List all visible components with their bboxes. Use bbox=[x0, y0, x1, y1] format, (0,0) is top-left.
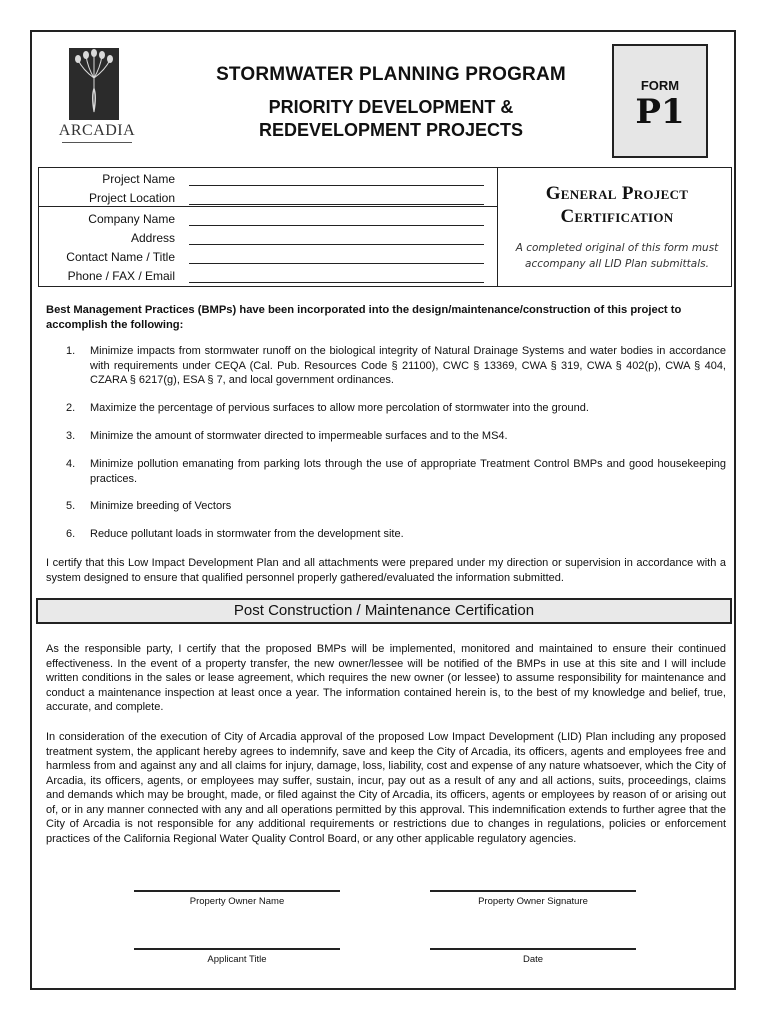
certification-title bbox=[505, 182, 729, 228]
field-company-name bbox=[39, 210, 497, 229]
post-construction-heading: Post Construction / Maintenance Certification bbox=[36, 598, 732, 624]
signature-label: Property Owner Name bbox=[189, 896, 285, 907]
logo-rule bbox=[62, 142, 132, 143]
list-item-text: Reduce pollutant loads in stormwater from the development site. bbox=[90, 528, 404, 540]
project-name-field[interactable] bbox=[189, 185, 484, 186]
form-label: FORM bbox=[640, 78, 680, 93]
subtitle-line-1: PRIORITY DEVELOPMENT & bbox=[268, 97, 514, 117]
certification-note-line-2: accompany all LID Plan submittals. bbox=[525, 258, 709, 270]
list-item-number: 1. bbox=[66, 345, 76, 357]
signature-line bbox=[430, 948, 636, 950]
certification-title-line-2: Certification bbox=[560, 206, 674, 227]
field-project-location bbox=[39, 189, 497, 208]
field-phone-fax-email bbox=[39, 267, 497, 286]
page-title: STORMWATER PLANNING PROGRAM bbox=[216, 64, 566, 85]
list-item-text: Minimize breeding of Vectors bbox=[90, 500, 232, 512]
company-name-field[interactable] bbox=[189, 225, 484, 226]
list-item-number: 5. bbox=[66, 500, 76, 512]
certification-note bbox=[505, 240, 729, 272]
property-owner-name-signature-line[interactable] bbox=[134, 890, 340, 907]
arcadia-logo bbox=[58, 48, 136, 146]
list-item-number: 3. bbox=[66, 430, 76, 442]
page-subtitle bbox=[176, 96, 606, 142]
address-field[interactable] bbox=[189, 244, 484, 245]
list-item-number: 6. bbox=[66, 528, 76, 540]
field-label: Company Name bbox=[88, 212, 175, 226]
date-signature-line[interactable] bbox=[430, 948, 636, 965]
responsible-party-paragraph: As the responsible party, I certify that the proposed BMPs will be implemented, monitored and maintained to ensure their continued effectiveness. In the event of a property transfer, the new owner/lessee will be notified of the BMPs in use at this site and I will include written conditions in the sales or lease agreement, which requires the new owner (or lessee) to assume responsibility for maintenance and conduct a maintenance inspection at least once a year. The information contained herein is, to the best of my knowledge and belief, true, accurate, and complete. bbox=[46, 643, 726, 713]
project-info-box bbox=[38, 167, 732, 287]
certification-note-line-1: A completed original of this form must bbox=[515, 242, 719, 254]
form-badge bbox=[612, 44, 708, 158]
contact-name-field[interactable] bbox=[189, 263, 484, 264]
indemnification-paragraph: In consideration of the execution of City of Arcadia approval of the proposed Low Impact Development (LID) Plan including any proposed treatment system, the applicant hereby agrees to indemnify, save and keep the City of Arcadia, its officers, agents and employees free and harmless from and against any and all claims for injury, damage, loss, liability, cost and expense of any nature whatsoever, which the City of Arcadia, its officers, agents, or employees may suffer, sustain, incur, pay out as a result of any and all actions, suits, proceedings, claims and demands which may be brought, made, or filed against the City of Arcadia, its officers, agents or employees by reason of or arising out of, or in any manner connected with any and all operations permitted by this approval. This indemnification extends to further agree that the City of Arcadia is not responsible for any additional requirements or restrictions due to changes in regulations, policies or enforcement practices of the California Regional Water Quality Control Board, or any other applicable regulatory agencies. bbox=[46, 731, 726, 845]
logo-wordmark: ARCADIA bbox=[58, 122, 136, 139]
list-item-text: Minimize impacts from stormwater runoff on the biological integrity of Natural Drainage Systems and water bodies in accordance with requirements under CEQA (Cal. Pub. Resources Code § 21100), CWC § 13369, CWA § 319, CWA § 402(p), CWA § 404, CZARA § 6217(g), ESA § 7, and local government ordinances. bbox=[90, 345, 726, 386]
list-item-text: Maximize the percentage of pervious surfaces to allow more percolation of stormwater into the ground. bbox=[90, 402, 589, 414]
arcadia-emblem-icon bbox=[69, 48, 119, 120]
property-owner-signature-line[interactable] bbox=[430, 890, 636, 907]
signature-label: Property Owner Signature bbox=[478, 896, 588, 907]
field-contact-name bbox=[39, 248, 497, 267]
field-project-name bbox=[39, 170, 497, 189]
list-item-text: Minimize pollution emanating from parking lots through the use of appropriate Treatment Control BMPs and good housekeeping practices. bbox=[90, 458, 726, 485]
field-label: Contact Name / Title bbox=[66, 250, 175, 264]
list-item-number: 4. bbox=[66, 458, 76, 470]
signature-line bbox=[430, 890, 636, 892]
subtitle-line-2: REDEVELOPMENT PROJECTS bbox=[258, 120, 524, 140]
field-label: Project Name bbox=[102, 172, 175, 186]
info-divider-vertical bbox=[497, 168, 498, 286]
bmp-intro: Best Management Practices (BMPs) have been incorporated into the design/maintenance/construction of this project to accomplish the following: bbox=[46, 304, 682, 331]
plan-certify-statement: I certify that this Low Impact Development Plan and all attachments were prepared under my direction or supervision in accordance with a system designed to ensure that qualified personnel properly gathered/evaluated the information submitted. bbox=[46, 557, 726, 584]
field-label: Project Location bbox=[88, 191, 175, 205]
field-address bbox=[39, 229, 497, 248]
phone-fax-email-field[interactable] bbox=[189, 282, 484, 283]
applicant-title-signature-line[interactable] bbox=[134, 948, 340, 965]
form-code: P1 bbox=[635, 92, 685, 132]
signature-line bbox=[134, 948, 340, 950]
certification-title-line-1: General Project bbox=[545, 183, 689, 204]
signature-label: Date bbox=[522, 954, 544, 965]
list-item-text: Minimize the amount of stormwater directed to impermeable surfaces and to the MS4. bbox=[90, 430, 508, 442]
field-label: Address bbox=[130, 231, 175, 245]
field-label: Phone / FAX / Email bbox=[67, 269, 175, 283]
signature-label: Applicant Title bbox=[207, 954, 267, 965]
list-item-number: 2. bbox=[66, 402, 76, 414]
project-location-field[interactable] bbox=[189, 204, 484, 205]
signature-line bbox=[134, 890, 340, 892]
